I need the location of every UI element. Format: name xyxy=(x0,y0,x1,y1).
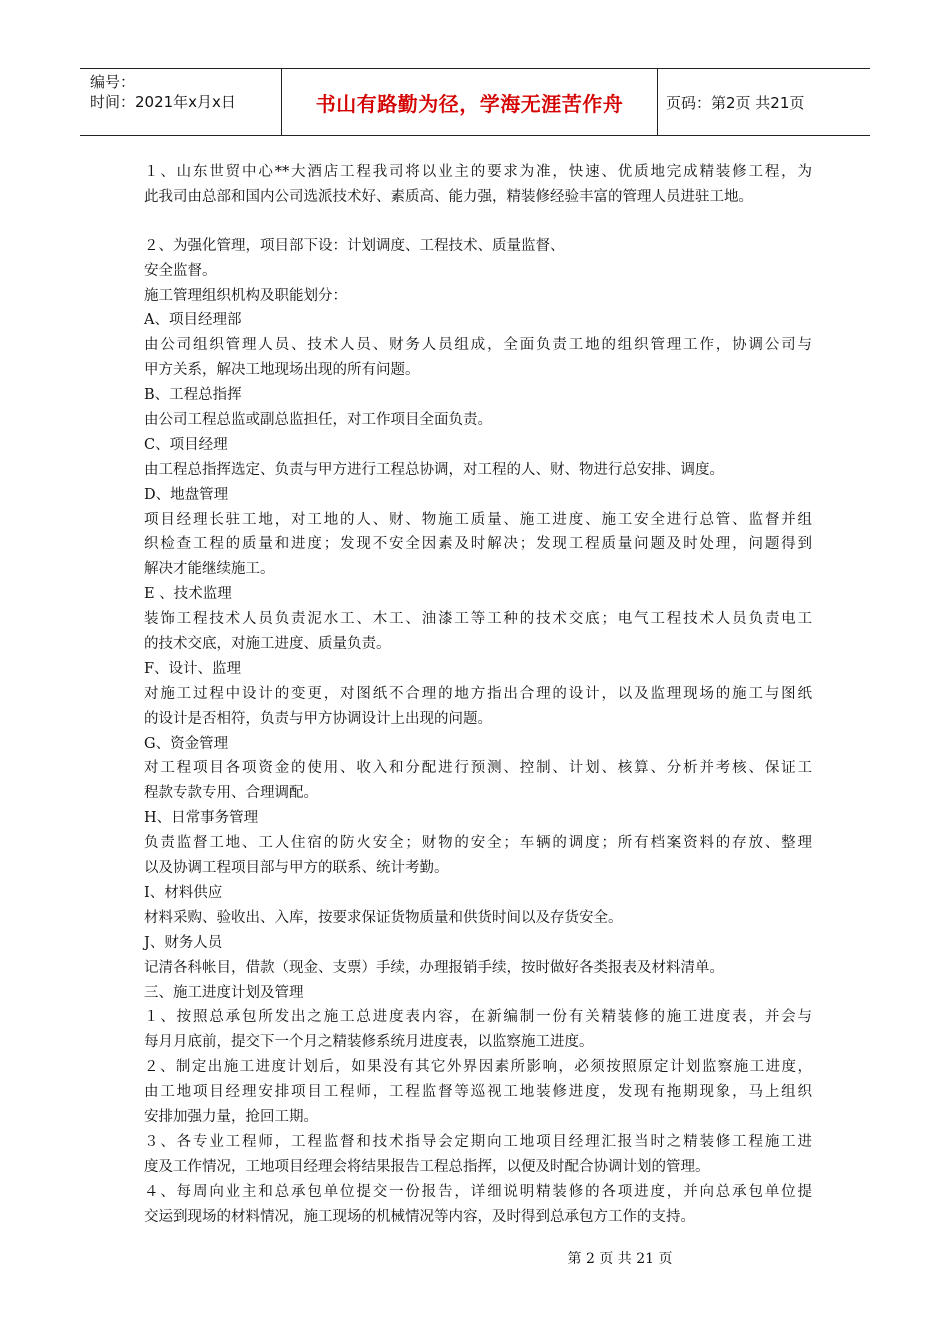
section-heading: A、项目经理部 xyxy=(144,312,242,329)
page-footer: 第 2 页 共 21 页 xyxy=(567,1251,673,1267)
text-line: ４、每周向业主和总承包单位提交一份报告，详细说明精装修的各项进度，并向总承包单位提 xyxy=(144,1183,812,1200)
section-heading: F、设计、监理 xyxy=(144,660,242,677)
text-line: １、山东世贸中心**大酒店工程我司将以业主的要求为准，快速、优质地完成精装修工程，为 xyxy=(144,164,812,180)
section-heading: E 、技术监理 xyxy=(144,586,232,603)
header-meta xyxy=(80,69,282,135)
text-line: １、按照总承包所发出之施工总进度表内容，在新编制一份有关精装修的施工进度表，并会与 xyxy=(144,1009,812,1026)
motto: 书山有路勤为径，学海无涯苦作舟 xyxy=(282,69,658,135)
text-line: 的设计是否相符，负责与甲方协调设计上出现的问题。 xyxy=(144,710,492,727)
text-line: 由工地项目经理安排项目工程师，工程监督等巡视工地装修进度，发现有拖期现象，马上组织 xyxy=(144,1084,812,1101)
text-line: 对施工过程中设计的变更，对图纸不合理的地方指出合理的设计，以及监理现场的施工与图纸 xyxy=(144,685,812,702)
text-line: 织检查工程的质量和进度；发现不安全因素及时解决；发现工程质量问题及时处理，问题得到 xyxy=(144,536,812,553)
text-line: 记清各科帐目，借款（现金、支票）手续，办理报销手续，按时做好各类报表及材料清单。 xyxy=(144,959,724,976)
paragraph-gap xyxy=(144,210,812,234)
text-line: ３、各专业工程师，工程监督和技术指导会定期向工地项目经理汇报当时之精装修工程施工进 xyxy=(144,1133,812,1150)
text-line: 解决才能继续施工。 xyxy=(144,561,275,578)
time-label: 时间：2021年x月x日 xyxy=(90,93,236,111)
text-line: 由公司工程总监或副总监担任，对工作项目全面负责。 xyxy=(144,412,492,429)
section-heading: J、财务人员 xyxy=(144,934,223,951)
text-line: 项目经理长驻工地，对工地的人、财、物施工质量、施工进度、施工安全进行总管、监督并组 xyxy=(144,511,812,528)
section-heading: B、工程总指挥 xyxy=(144,387,242,404)
text-line: 由工程总指挥选定、负责与甲方进行工程总协调，对工程的人、财、物进行总安排、调度。 xyxy=(144,461,724,478)
paragraph-2 xyxy=(144,234,812,1230)
section-heading: G、资金管理 xyxy=(144,735,229,752)
document-body xyxy=(144,160,812,1229)
text-line: 负责监督工地、工人住宿的防火安全；财物的安全；车辆的调度；所有档案资料的存放、整理 xyxy=(144,835,812,852)
text-line: 施工管理组织机构及职能划分： xyxy=(144,287,347,304)
number-label: 编号： xyxy=(90,73,136,91)
section-heading: I、材料供应 xyxy=(144,884,223,901)
text-line: ２、为强化管理，项目部下设：计划调度、工程技术、质量监督、 xyxy=(144,237,565,254)
page-header xyxy=(80,68,870,136)
text-line: 对工程项目各项资金的使用、收入和分配进行预测、控制、计划、核算、分析并考核、保证工 xyxy=(144,760,812,777)
section-heading: D、地盘管理 xyxy=(144,486,229,503)
section-heading: 三、施工进度计划及管理 xyxy=(144,984,304,1001)
text-line: 交运到现场的材料情况，施工现场的机械情况等内容，及时得到总承包方工作的支持。 xyxy=(144,1208,695,1225)
text-line: 材料采购、验收出、入库，按要求保证货物质量和供货时间以及存货安全。 xyxy=(144,909,623,926)
text-line: 度及工作情况，工地项目经理会将结果报告工程总指挥，以便及时配合协调计划的管理。 xyxy=(144,1158,710,1175)
text-line: 由公司组织管理人员、技术人员、财务人员组成，全面负责工地的组织管理工作，协调公司与 xyxy=(144,337,812,354)
text-line: 的技术交底，对施工进度、质量负责。 xyxy=(144,636,391,653)
text-line: 以及协调工程项目部与甲方的联系、统计考勤。 xyxy=(144,860,449,877)
text-line: 每月月底前，提交下一个月之精装修系统月进度表，以监察施工进度。 xyxy=(144,1034,594,1051)
text-line: 装饰工程技术人员负责泥水工、木工、油漆工等工种的技术交底；电气工程技术人员负责电工 xyxy=(144,611,812,628)
text-line: 甲方关系，解决工地现场出现的所有问题。 xyxy=(144,362,420,379)
text-line: 程款专款专用、合理调配。 xyxy=(144,785,318,802)
paragraph-1 xyxy=(144,160,812,210)
section-heading: C、项目经理 xyxy=(144,436,228,453)
text-line: ２、制定出施工进度计划后，如果没有其它外界因素所影响，必须按照原定计划监察施工进度， xyxy=(144,1059,812,1076)
page-info: 页码：第2页 共21页 xyxy=(666,93,805,112)
text-line: 此我司由总部和国内公司选派技术好、素质高、能力强，精装修经验丰富的管理人员进驻工地。 xyxy=(144,188,753,205)
section-heading: H、日常事务管理 xyxy=(144,810,259,827)
text-line: 安排加强力量，抢回工期。 xyxy=(144,1108,318,1125)
text-line: 安全监督。 xyxy=(144,262,217,279)
